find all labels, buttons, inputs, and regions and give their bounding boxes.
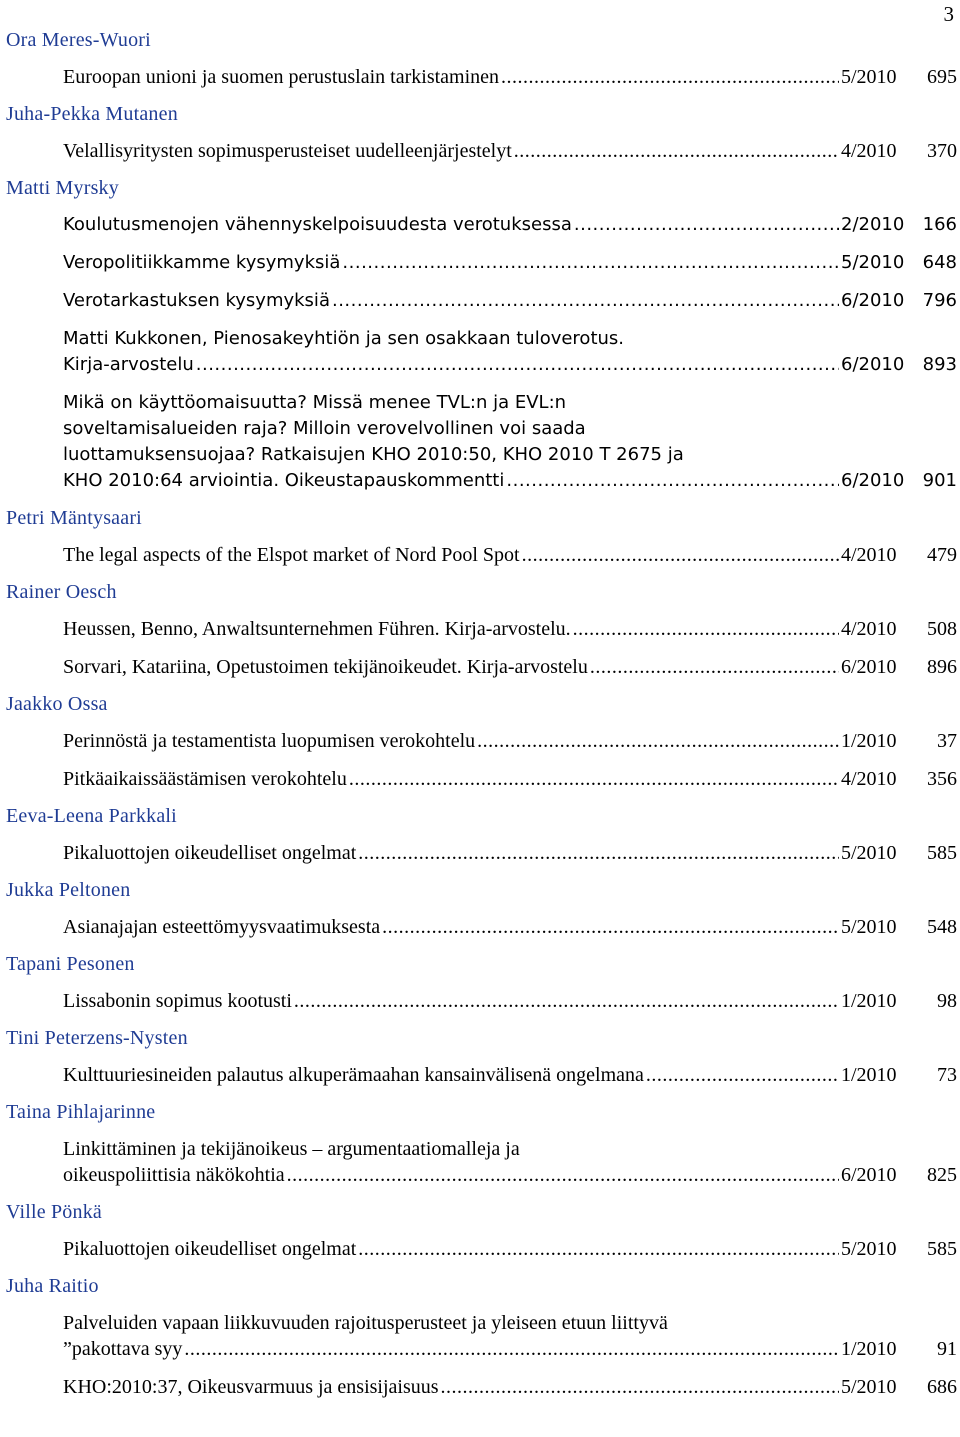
issue-number: 5/2010 xyxy=(841,66,897,88)
issue-number: 1/2010 xyxy=(841,1064,897,1086)
page-reference: 796 xyxy=(922,290,957,311)
dot-leader xyxy=(573,616,839,642)
issue-number: 4/2010 xyxy=(841,768,897,790)
dot-leader xyxy=(441,1374,839,1400)
index-entry xyxy=(63,138,957,164)
dot-leader xyxy=(196,352,839,378)
entry-line xyxy=(63,212,957,238)
index-entry xyxy=(63,288,957,314)
entry-line xyxy=(63,1374,957,1400)
index-entry xyxy=(63,766,957,792)
dot-leader xyxy=(287,1162,839,1188)
dot-leader xyxy=(382,914,839,940)
entry-line xyxy=(63,1336,957,1362)
author-name: Rainer Oesch xyxy=(6,581,117,603)
entry-line xyxy=(63,840,957,866)
dot-leader xyxy=(332,288,839,314)
dot-leader xyxy=(646,1062,839,1088)
entry-title: KHO:2010:37, Oikeusvarmuus ja ensisijaisuus xyxy=(63,1376,439,1398)
dot-leader xyxy=(501,64,839,90)
entry-line xyxy=(63,138,957,164)
index-entry xyxy=(63,326,957,378)
entry-title: Velallisyritysten sopimusperusteiset uudelleenjärjestelyt xyxy=(63,140,512,162)
entry-title: ”pakottava syy xyxy=(63,1338,183,1360)
issue-number: 5/2010 xyxy=(841,916,897,938)
author-name: Eeva-Leena Parkkali xyxy=(6,805,177,827)
dot-leader xyxy=(514,138,839,164)
entry-title-line: luottamuksensuojaa? Ratkaisujen KHO 2010:50, KHO 2010 T 2675 ja xyxy=(63,444,684,465)
entry-title-line: Palveluiden vapaan liikkuvuuden rajoitusperusteet ja yleiseen etuun liittyvä xyxy=(63,1312,668,1334)
page-reference: 585 xyxy=(927,1238,957,1260)
index-entry xyxy=(63,1062,957,1088)
entry-title: oikeuspoliittisia näkökohtia xyxy=(63,1164,285,1186)
page-reference: 686 xyxy=(927,1376,957,1398)
index-entry xyxy=(63,1310,957,1362)
page-reference: 695 xyxy=(927,66,957,88)
author-name: Tapani Pesonen xyxy=(6,953,135,975)
entry-title: Perinnöstä ja testamentista luopumisen verokohtelu xyxy=(63,730,476,752)
page-reference: 98 xyxy=(937,990,957,1012)
entry-title-line: soveltamisalueiden raja? Milloin verovelvollinen voi saada xyxy=(63,418,586,439)
dot-leader xyxy=(184,1336,839,1362)
index-entry xyxy=(63,654,957,680)
author-name: Tini Peterzens-Nysten xyxy=(6,1027,188,1049)
index-entry xyxy=(63,1136,957,1188)
issue-number: 4/2010 xyxy=(841,140,897,162)
issue-number: 4/2010 xyxy=(841,618,897,640)
author-name: Juha Raitio xyxy=(6,1275,99,1297)
entry-title: Veropolitiikkamme kysymyksiä xyxy=(63,252,341,273)
dot-leader xyxy=(294,988,839,1014)
author-index xyxy=(6,24,957,1412)
index-entry xyxy=(63,250,957,276)
issue-number: 1/2010 xyxy=(841,1338,897,1360)
issue-number: 6/2010 xyxy=(841,656,897,678)
issue-number: 1/2010 xyxy=(841,990,897,1012)
author-name: Ora Meres-Wuori xyxy=(6,29,151,51)
page-reference: 825 xyxy=(927,1164,957,1186)
issue-number: 5/2010 xyxy=(841,1376,897,1398)
page-reference: 166 xyxy=(922,214,957,235)
entry-line xyxy=(63,288,957,314)
page-reference: 91 xyxy=(937,1338,957,1360)
page-reference: 370 xyxy=(927,140,957,162)
dot-leader xyxy=(342,250,839,276)
page-reference: 508 xyxy=(927,618,957,640)
index-entry xyxy=(63,914,957,940)
entry-title-line: Mikä on käyttöomaisuutta? Missä menee TVL:n ja EVL:n xyxy=(63,392,567,413)
entry-line xyxy=(63,64,957,90)
issue-number: 2/2010 xyxy=(841,214,905,235)
entry-line xyxy=(63,468,957,494)
issue-number: 6/2010 xyxy=(841,1164,897,1186)
page-reference: 356 xyxy=(927,768,957,790)
author-name: Juha-Pekka Mutanen xyxy=(6,103,178,125)
entry-line xyxy=(63,766,957,792)
entry-line xyxy=(63,728,957,754)
entry-title: Heussen, Benno, Anwaltsunternehmen Führen. Kirja-arvostelu. xyxy=(63,618,571,640)
index-entry xyxy=(63,1236,957,1262)
issue-number: 6/2010 xyxy=(841,354,905,375)
entry-title: Lissabonin sopimus kootusti xyxy=(63,990,292,1012)
page-reference: 896 xyxy=(927,656,957,678)
entry-title: Sorvari, Katariina, Opetustoimen tekijänoikeudet. Kirja-arvostelu xyxy=(63,656,588,678)
entry-line xyxy=(63,250,957,276)
entry-title: Pitkäaikaissäästämisen verokohtelu xyxy=(63,768,347,790)
entry-line xyxy=(63,654,957,680)
entry-title: Asianajajan esteettömyysvaatimuksesta xyxy=(63,916,381,938)
page-reference: 548 xyxy=(927,916,957,938)
page-reference: 73 xyxy=(937,1064,957,1086)
entry-title: Kirja-arvostelu xyxy=(63,354,194,375)
page-reference: 901 xyxy=(922,470,957,491)
author-name: Jaakko Ossa xyxy=(6,693,108,715)
dot-leader xyxy=(349,766,839,792)
entry-line xyxy=(63,352,957,378)
entry-title: Pikaluottojen oikeudelliset ongelmat xyxy=(63,1238,357,1260)
page-reference: 37 xyxy=(937,730,957,752)
entry-title: Euroopan unioni ja suomen perustuslain tarkistaminen xyxy=(63,66,500,88)
dot-leader xyxy=(358,1236,839,1262)
entry-line xyxy=(63,616,957,642)
entry-title: Verotarkastuksen kysymyksiä xyxy=(63,290,330,311)
issue-number: 6/2010 xyxy=(841,290,905,311)
entry-line xyxy=(63,1162,957,1188)
page-reference: 893 xyxy=(922,354,957,375)
entry-title: Koulutusmenojen vähennyskelpoisuudesta verotuksessa xyxy=(63,214,572,235)
page-number: 3 xyxy=(943,2,954,26)
dot-leader xyxy=(522,542,839,568)
index-entry xyxy=(63,840,957,866)
page-reference: 479 xyxy=(927,544,957,566)
entry-line xyxy=(63,1062,957,1088)
author-name: Petri Mäntysaari xyxy=(6,507,142,529)
dot-leader xyxy=(574,212,839,238)
page-reference: 585 xyxy=(927,842,957,864)
index-entry xyxy=(63,212,957,238)
issue-number: 5/2010 xyxy=(841,252,905,273)
entry-title-line: Linkittäminen ja tekijänoikeus – argumentaatiomalleja ja xyxy=(63,1138,520,1160)
entry-line xyxy=(63,1236,957,1262)
entry-line xyxy=(63,914,957,940)
dot-leader xyxy=(590,654,839,680)
issue-number: 6/2010 xyxy=(841,470,905,491)
issue-number: 4/2010 xyxy=(841,544,897,566)
dot-leader xyxy=(477,728,839,754)
page-reference: 648 xyxy=(922,252,957,273)
index-entry xyxy=(63,988,957,1014)
index-entry xyxy=(63,728,957,754)
author-name: Taina Pihlajarinne xyxy=(6,1101,156,1123)
entry-title: Kulttuuriesineiden palautus alkuperämaahan kansainvälisenä ongelmana xyxy=(63,1064,644,1086)
index-entry xyxy=(63,64,957,90)
entry-title: Pikaluottojen oikeudelliset ongelmat xyxy=(63,842,357,864)
index-entry xyxy=(63,542,957,568)
entry-line xyxy=(63,542,957,568)
dot-leader xyxy=(506,468,839,494)
index-entry xyxy=(63,390,957,494)
dot-leader xyxy=(358,840,839,866)
author-name: Ville Pönkä xyxy=(6,1201,102,1223)
entry-title: KHO 2010:64 arviointia. Oikeustapauskommentti xyxy=(63,470,505,491)
entry-title: The legal aspects of the Elspot market of Nord Pool Spot xyxy=(63,544,520,566)
entry-line xyxy=(63,988,957,1014)
index-entry xyxy=(63,616,957,642)
author-name: Jukka Peltonen xyxy=(6,879,131,901)
entry-title-line: Matti Kukkonen, Pienosakeyhtiön ja sen osakkaan tuloverotus. xyxy=(63,328,625,349)
index-entry xyxy=(63,1374,957,1400)
issue-number: 5/2010 xyxy=(841,842,897,864)
issue-number: 5/2010 xyxy=(841,1238,897,1260)
issue-number: 1/2010 xyxy=(841,730,897,752)
author-name: Matti Myrsky xyxy=(6,177,119,199)
